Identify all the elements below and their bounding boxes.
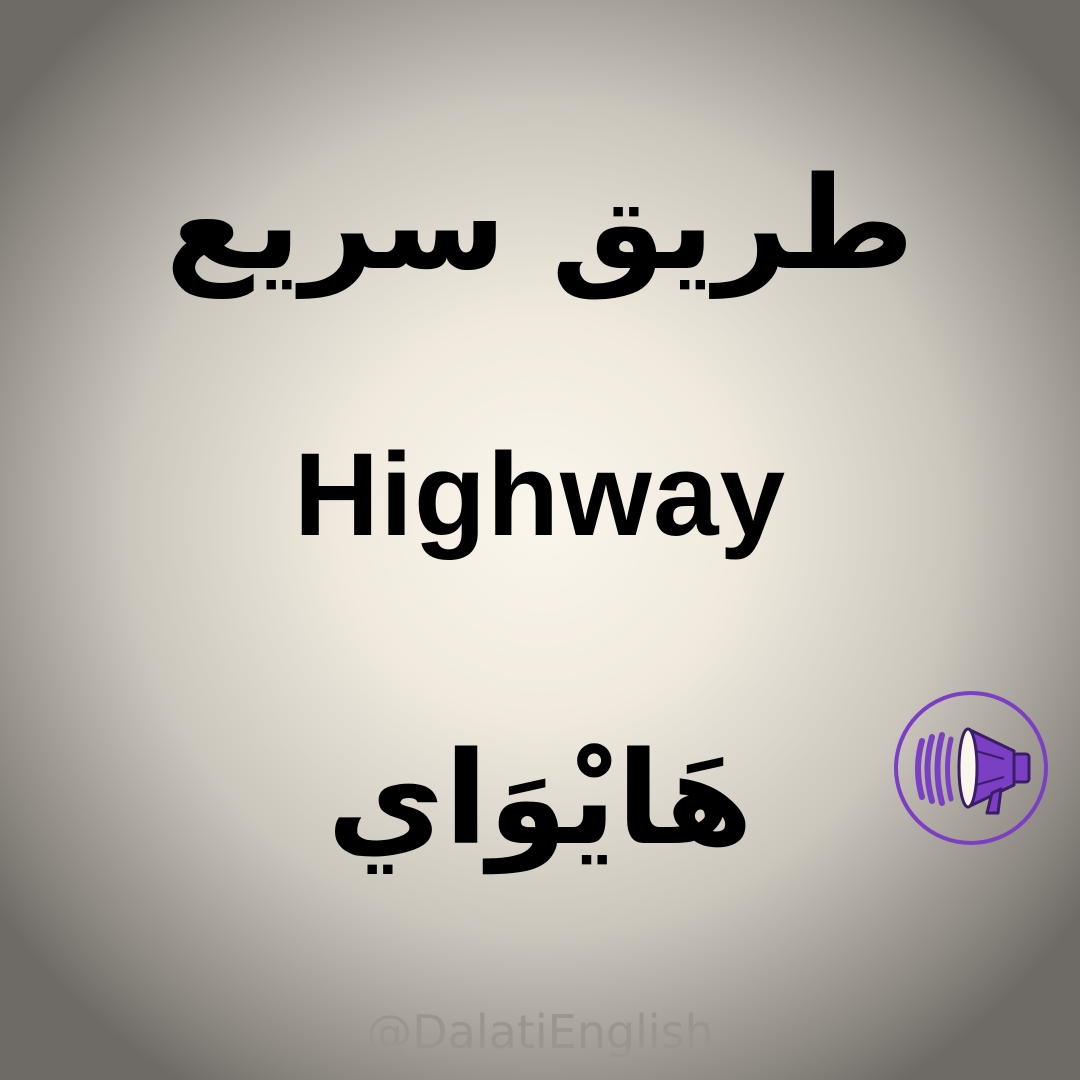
watermark-handle: @DalatiEnglish bbox=[366, 1005, 714, 1059]
play-audio-button[interactable] bbox=[892, 689, 1050, 847]
transliteration: هَايْوَاي bbox=[326, 725, 754, 874]
megaphone-icon bbox=[892, 689, 1050, 847]
english-word: Highway bbox=[293, 429, 787, 561]
arabic-word: طريق سريع bbox=[165, 150, 915, 299]
